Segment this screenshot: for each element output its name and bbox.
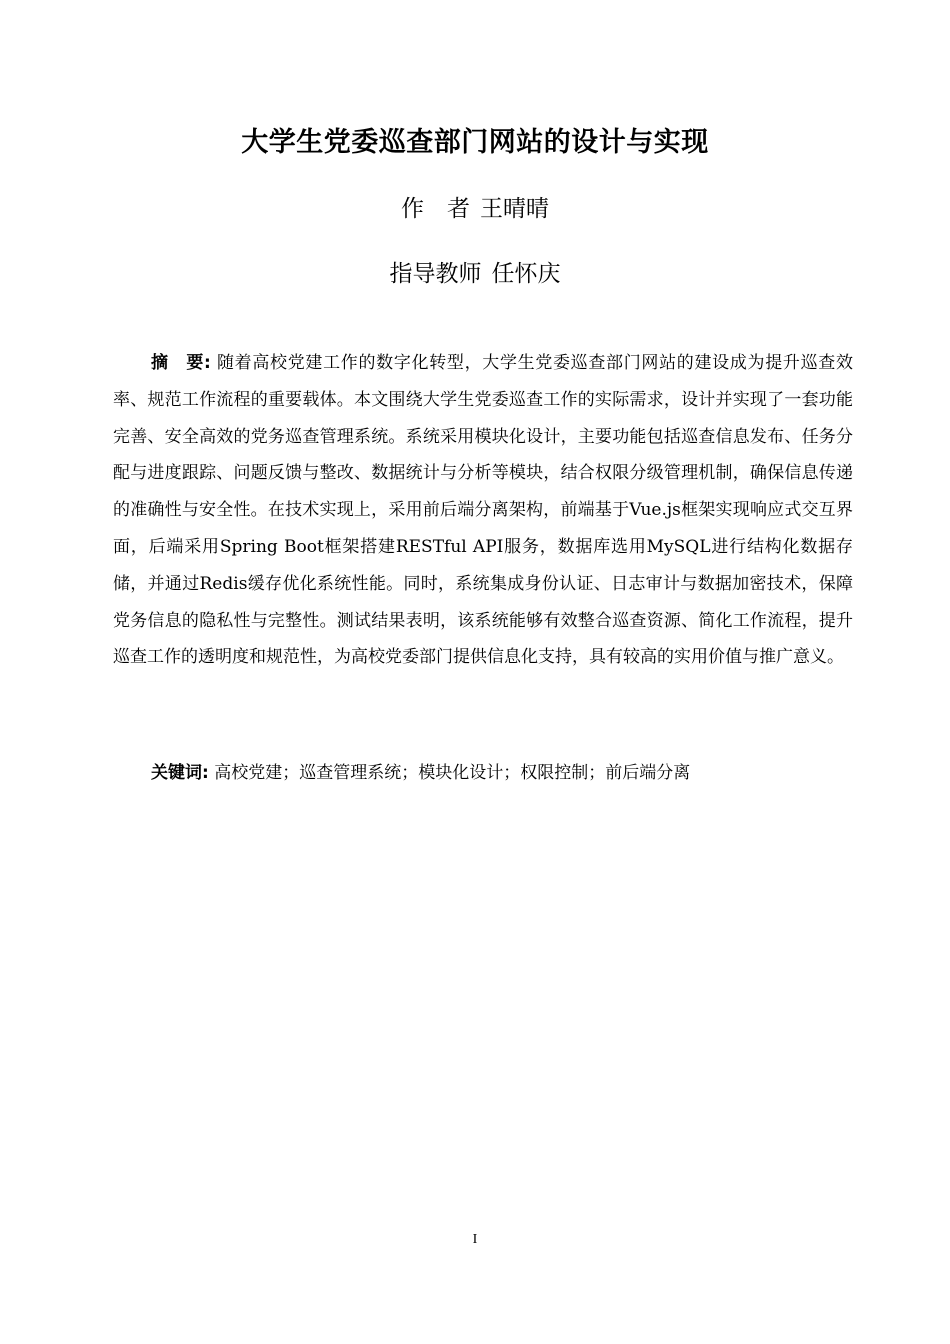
abstract-paragraph — [113, 345, 853, 676]
advisor-name: 任怀庆 — [491, 261, 561, 287]
advisor-line — [0, 255, 950, 288]
keywords-label: 关键词: — [151, 763, 209, 783]
author-label: 作 者 — [401, 196, 470, 222]
keywords-line — [151, 755, 851, 791]
page-number: I — [472, 1232, 478, 1247]
abstract-text: 随着高校党建工作的数字化转型，大学生党委巡查部门网站的建设成为提升巡查效率、规范工作流程的重要载体。本文围绕大学生党委巡查工作的实际需求，设计并实现了一套功能完善、安全高效的党务巡查管理系统。系统采用模块化设计，主要功能包括巡查信息发布、任务分配与进度跟踪、问题反馈与整改、数据统计与分析等模块，结合权限分级管理机制，确保信息传递的准确性与安全性。在技术实现上，采用前后端分离架构，前端基于Vue.js框架实现响应式交互界面，后端采用Spring Boot框架搭建RESTful API服务，数据库选用MySQL进行结构化数据存储，并通过Redis缓存优化系统性能。同时，系统集成身份认证、日志审计与数据加密技术，保障党务信息的隐私性与完整性。测试结果表明，该系统能够有效整合巡查资源、简化工作流程，提升巡查工作的透明度和规范性，为高校党委部门提供信息化支持，具有较高的实用价值与推广意义。 — [113, 353, 853, 668]
abstract-label: 摘 要: — [151, 353, 211, 373]
abstract-section — [113, 345, 853, 676]
keywords-text: 高校党建；巡查管理系统；模块化设计；权限控制；前后端分离 — [214, 763, 691, 783]
author-line — [0, 190, 950, 223]
paper-title: 大学生党委巡查部门网站的设计与实现 — [241, 127, 709, 158]
author-name: 王晴晴 — [480, 196, 549, 222]
advisor-label: 指导教师 — [389, 261, 482, 287]
